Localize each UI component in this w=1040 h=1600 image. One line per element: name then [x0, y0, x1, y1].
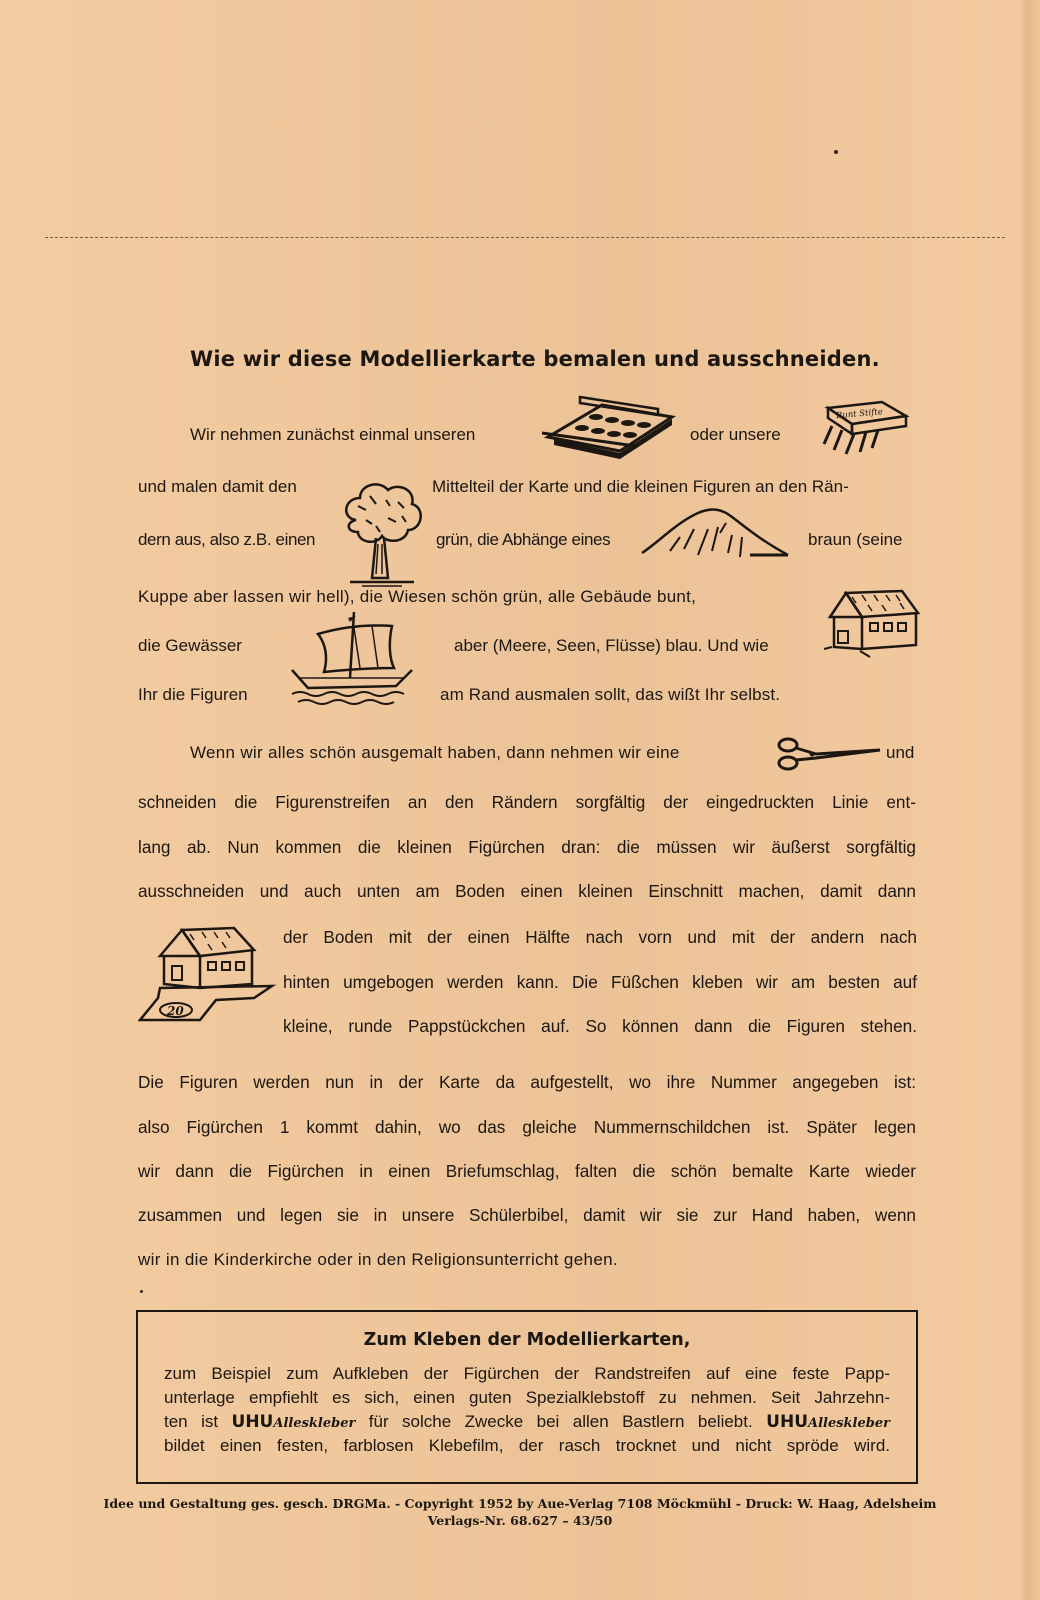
imprint-line2: Verlags-Nr. 68.627 – 43/50	[427, 1513, 613, 1528]
fold-line	[45, 237, 1005, 238]
p2-line7: kleine, runde Pappstückchen auf. So können dann die Figuren stehen.	[283, 1016, 917, 1036]
p3-line3: wir dann die Figürchen in einen Briefumschlag, falten die schön bemalte Karte wieder	[138, 1161, 916, 1181]
p3-line2: also Figürchen 1 kommt dahin, wo das gleiche Nummernschildchen ist. Später legen	[138, 1117, 916, 1137]
ink-speck	[140, 1290, 143, 1293]
p1-line6-end: am Rand ausmalen sollt, das wißt Ihr selbst.	[440, 685, 781, 704]
glue-box-line3	[164, 1412, 890, 1432]
glue-box-line2: unterlage empfiehlt es sich, einen guten Spezialklebstoff zu nehmen. Seit Jahrzehn-	[164, 1388, 890, 1407]
glue-box-line1: zum Beispiel zum Aufkleben der Figürchen der Randstreifen auf eine feste Papp-	[164, 1364, 890, 1383]
crayons-label: Bunt Stifte	[835, 407, 884, 422]
imprint-line1: Idee und Gestaltung ges. gesch. DRGMa. - Copyright 1952 by Aue-Verlag 7108 Möckmühl - Druck: W. Haag, Adelsheim	[103, 1496, 937, 1511]
sailboat-icon	[288, 608, 418, 708]
mountain-icon	[640, 505, 790, 565]
p2-line1-end: und	[886, 743, 915, 762]
p1-line1-end: oder unsere	[690, 425, 781, 444]
uhu-brand: UHU	[231, 1412, 274, 1432]
ink-speck	[834, 150, 838, 154]
p3-line4: zusammen und legen sie in unsere Schülerbibel, damit wir sie zur Hand haben, wenn	[138, 1205, 916, 1225]
p2-line5: der Boden mit der einen Hälfte nach vorn und mit der andern nach	[283, 927, 917, 947]
p2-line4: ausschneiden und auch unten am Boden einen kleinen Einschnitt machen, damit dann	[138, 881, 916, 901]
paintbox-icon	[540, 393, 680, 463]
p1-line6-start: Ihr die Figuren	[138, 685, 248, 704]
figure-house-icon	[138, 922, 278, 1022]
p1-line5-end: aber (Meere, Seen, Flüsse) blau. Und wie	[454, 636, 769, 655]
p1-line5-start: die Gewässer	[138, 636, 242, 655]
uhu-brand-sub: Alleskleber	[808, 1416, 890, 1431]
paper-edge-shadow	[1018, 0, 1040, 1600]
p3-line5: wir in die Kinderkirche oder in den Religionsunterricht gehen.	[138, 1250, 619, 1269]
tree-icon	[336, 480, 426, 590]
glue-box-title: Zum Kleben der Modellierkarten,	[363, 1330, 691, 1350]
p2-line2: schneiden die Figurenstreifen an den Rändern sorgfältig der eingedruckten Linie ent-	[138, 792, 916, 812]
glue-info-box	[136, 1310, 918, 1484]
glue-box-line3-start: ten ist	[164, 1412, 219, 1431]
glue-box-line4: bildet einen festen, farblosen Klebefilm, der rasch trocknet und nicht spröde wird.	[164, 1436, 890, 1455]
figure-number-label: 20	[167, 1004, 184, 1018]
uhu-brand-sub: Alleskleber	[273, 1416, 356, 1431]
glue-box-line3-end: für solche Zwecke bei allen Bastlern beliebt.	[368, 1412, 753, 1431]
house-icon	[822, 585, 922, 661]
p1-line3-mid: grün, die Abhänge eines	[436, 530, 611, 549]
scissors-icon	[776, 736, 882, 772]
p1-line4: Kuppe aber lassen wir hell), die Wiesen schön grün, alle Gebäude bunt,	[138, 587, 697, 606]
p1-line2-start: und malen damit den	[138, 477, 297, 496]
crayons-icon	[822, 400, 914, 456]
page-title: Wie wir diese Modellierkarte bemalen und ausschneiden.	[190, 347, 880, 371]
p1-line2-end: Mittelteil der Karte und die kleinen Figuren an den Rän-	[432, 477, 849, 496]
p1-line1-start: Wir nehmen zunächst einmal unseren	[190, 425, 476, 444]
p2-line1-start: Wenn wir alles schön ausgemalt haben, dann nehmen wir eine	[190, 743, 680, 762]
p1-line3-start: dern aus, also z.B. einen	[138, 530, 316, 549]
p1-line3-end: braun (seine	[808, 530, 903, 549]
p2-line6: hinten umgebogen werden kann. Die Füßchen kleben wir am besten auf	[283, 972, 917, 992]
p3-line1: Die Figuren werden nun in der Karte da aufgestellt, wo ihre Nummer angegeben ist:	[138, 1072, 916, 1092]
p2-line3: lang ab. Nun kommen die kleinen Figürchen dran: die müssen wir äußerst sorgfältig	[138, 837, 916, 857]
uhu-brand: UHU	[766, 1412, 808, 1432]
